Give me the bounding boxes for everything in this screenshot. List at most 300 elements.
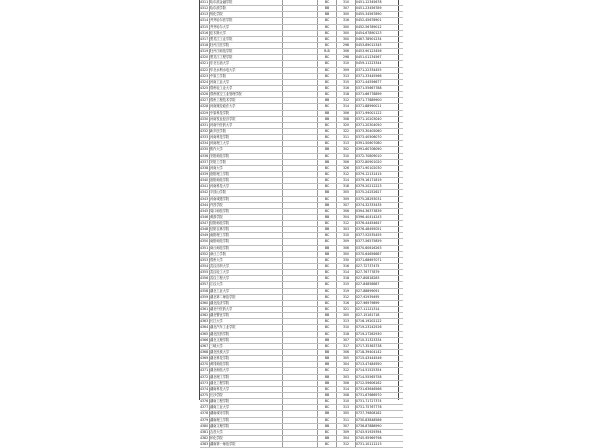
school-name-cell: 河南理工大学	[210, 141, 283, 147]
phone-cell: 0391-50607080	[356, 141, 404, 147]
school-name-cell: 商丘工学院	[210, 251, 283, 257]
phone-cell: 0376-48495051	[356, 227, 404, 233]
school-code-cell: 4315	[200, 24, 209, 29]
batch-cell: BB	[318, 190, 337, 196]
score-cell: 309	[337, 429, 356, 435]
school-name-cell: 郑州航空工业管理学院	[210, 92, 283, 98]
school-name-cell: 湖南理工学院	[210, 417, 283, 423]
batch-cell: BC	[318, 319, 337, 325]
school-code-cell: 4342	[200, 190, 209, 195]
score-cell: 321	[337, 307, 356, 313]
batch-cell: BC	[318, 221, 337, 227]
school-name-cell: 河南财经政法大学	[210, 104, 283, 110]
batch-cell: BC	[318, 184, 337, 190]
school-code-cell: 4347	[200, 221, 209, 226]
phone-cell: 0371-20304050	[356, 122, 404, 128]
score-cell: 302	[337, 147, 356, 153]
school-code-cell: 4362	[200, 313, 209, 318]
score-cell: 309	[337, 239, 356, 245]
phone-cell: 0714-51525354	[356, 368, 404, 374]
phone-cell: 0731-10111213	[356, 442, 404, 448]
batch-cell: BB	[318, 12, 337, 18]
score-cell: 304	[337, 435, 356, 441]
phone-cell: 0452-45678901	[356, 18, 404, 24]
batch-cell: BB	[318, 411, 337, 417]
phone-cell: 0371-10203040	[356, 116, 404, 122]
school-code-cell: 4341	[200, 184, 209, 189]
batch-cell: BC	[318, 270, 337, 276]
school-name-cell: 湖南城市学院	[210, 411, 283, 417]
batch-cell: BB	[318, 337, 337, 343]
batch-cell: BC	[318, 67, 337, 73]
school-code-cell: 4340	[200, 178, 209, 183]
phone-cell: 0372-80901020	[356, 159, 404, 165]
phone-cell: 0745-95969798	[356, 435, 404, 441]
school-name-cell: 齐齐哈尔医学院	[210, 18, 283, 24]
school-name-cell: 江汉大学	[210, 282, 283, 288]
score-cell: 306	[337, 350, 356, 356]
phone-cell: 0453-90123456	[356, 49, 404, 55]
score-cell: 314	[337, 386, 356, 392]
batch-cell: BC	[318, 18, 337, 24]
school-name-cell: 怀化学院	[210, 435, 283, 441]
school-code-cell: 4368	[200, 350, 209, 355]
phone-cell: 0453-89012345	[356, 42, 404, 48]
score-cell: 312	[337, 294, 356, 300]
school-name-cell: 平顶山学院	[210, 190, 283, 196]
school-code-cell: 4317	[200, 36, 209, 41]
score-cell: 315	[337, 282, 356, 288]
phone-cell: 0370-64656667	[356, 251, 404, 257]
score-cell: 313	[337, 141, 356, 147]
phone-cell: 0371-66778899	[356, 92, 404, 98]
score-cell: 308	[337, 393, 356, 399]
school-code-cell: 4356	[200, 276, 209, 281]
school-code-cell: 4351	[200, 245, 209, 250]
batch-cell: BB	[318, 313, 337, 319]
score-cell: 316	[337, 264, 356, 270]
score-cell: 312	[337, 368, 356, 374]
school-name-cell: 佳木斯大学	[210, 30, 283, 36]
school-code-cell: 4312	[200, 6, 209, 11]
batch-cell: BC	[318, 79, 337, 85]
batch-cell: BB	[318, 147, 337, 153]
batch-cell: BC	[318, 0, 337, 6]
school-code-cell: 4324	[200, 79, 209, 84]
score-cell: 305	[337, 190, 356, 196]
blank-cell	[283, 442, 318, 448]
school-name-cell: 东北石油大学	[210, 61, 283, 67]
batch-cell: BB	[318, 356, 337, 362]
batch-cell: BC	[318, 178, 337, 184]
school-code-cell: 4369	[200, 356, 209, 361]
school-code-cell: 4348	[200, 227, 209, 232]
school-name-cell: 南阳师范学院	[210, 239, 283, 245]
phone-cell: 027-80818283	[356, 276, 404, 282]
school-code-cell: 4326	[200, 92, 209, 97]
school-name-cell: 信阳农林学院	[210, 227, 283, 233]
score-cell: 313	[337, 73, 356, 79]
school-name-cell: 洛阳理工学院	[210, 171, 283, 177]
phone-cell: 0373-30405060	[356, 128, 404, 134]
phone-cell: 0717-35363738	[356, 343, 404, 349]
batch-cell: BC	[318, 208, 337, 214]
batch-cell: BB	[318, 362, 337, 368]
score-cell: 300	[337, 24, 356, 30]
school-code-cell: 4335	[200, 147, 209, 152]
school-code-cell: 4353	[200, 257, 209, 262]
school-name-cell: 湖北第二师范学院	[210, 294, 283, 300]
school-code-cell: 4373	[200, 380, 209, 385]
school-name-cell: 河南牧业经济学院	[210, 116, 283, 122]
score-cell: 322	[337, 128, 356, 134]
school-code-cell: 4350	[200, 239, 209, 244]
score-cell: 310	[337, 61, 356, 67]
school-code-cell: 4354	[200, 264, 209, 269]
batch-cell: BC	[318, 92, 337, 98]
phone-cell: 0379-20212223	[356, 184, 404, 190]
score-cell: 300	[337, 30, 356, 36]
school-name-cell: 湖北经济学院	[210, 300, 283, 306]
phone-cell: 0391-60708090	[356, 147, 404, 153]
school-name-cell: 湖南文理学院	[210, 423, 283, 429]
phone-cell: 0731-63646566	[356, 386, 404, 392]
school-name-cell: 长江大学	[210, 319, 283, 325]
phone-cell: 027-88899091	[356, 288, 404, 294]
school-code-cell: 4311	[200, 0, 209, 4]
score-cell: 313	[337, 319, 356, 325]
batch-cell: BB	[318, 435, 337, 441]
school-code-cell: 4352	[200, 251, 209, 256]
batch-cell: BC	[318, 386, 337, 392]
batch-cell: BC	[318, 55, 337, 61]
phone-cell: 0370-60616263	[356, 245, 404, 251]
batch-cell: BB	[318, 393, 337, 399]
batch-cell: BC	[318, 233, 337, 239]
school-code-cell: 4376	[200, 399, 209, 404]
batch-cell: BC	[318, 196, 337, 202]
school-name-cell: 河南科技大学	[210, 184, 283, 190]
score-cell: 303	[337, 227, 356, 233]
batch-cell: BC	[318, 307, 337, 313]
score-cell: 314	[337, 104, 356, 110]
school-code-cell: 4380	[200, 423, 209, 428]
phone-cell: 0713-47484950	[356, 362, 404, 368]
score-cell: 310	[337, 0, 356, 6]
batch-cell: BC	[318, 325, 337, 331]
school-name-cell: 哈尔滨学院	[210, 6, 283, 12]
score-cell: 317	[337, 343, 356, 349]
score-cell: 318	[337, 331, 356, 337]
score-cell: 305	[337, 411, 356, 417]
phone-cell: 027-96979899	[356, 300, 404, 306]
score-cell: 316	[337, 18, 356, 24]
school-name-cell: 湖北汽车工业学院	[210, 325, 283, 331]
batch-cell: BC	[318, 61, 337, 67]
score-cell: 311	[337, 417, 356, 423]
batch-cell: BC	[318, 153, 337, 159]
school-code-cell: 4355	[200, 270, 209, 275]
phone-cell: 0719-27282930	[356, 331, 404, 337]
score-cell: 305	[337, 313, 356, 319]
school-code-cell: 4323	[200, 73, 209, 78]
score-cell: 305	[337, 356, 356, 362]
batch-cell: BB	[318, 159, 337, 165]
school-name-cell: 河南科技学院	[210, 135, 283, 141]
school-code-cell: 4334	[200, 141, 209, 146]
score-cell: 318	[337, 276, 356, 282]
score-cell: 310	[337, 399, 356, 405]
batch-cell: BB	[318, 6, 337, 12]
batch-cell: BC	[318, 331, 337, 337]
phone-cell: 0451-01234567	[356, 55, 404, 61]
school-code-cell: 4333	[200, 135, 209, 140]
school-code-cell: 4357	[200, 282, 209, 287]
phone-cell: 0371-33445566	[356, 73, 404, 79]
batch-cell: BB	[318, 110, 337, 116]
school-name-cell: 河南城建学院	[210, 196, 283, 202]
phone-cell: 0719-23242526	[356, 325, 404, 331]
batch-cell: B-B	[318, 49, 337, 55]
phone-cell: 0714-55565758	[356, 374, 404, 380]
batch-cell: BB	[318, 214, 337, 220]
score-cell: 306	[337, 49, 356, 55]
phone-cell: 0371-99001122	[356, 110, 404, 116]
phone-cell: 027-92939495	[356, 294, 404, 300]
batch-cell: BC	[318, 171, 337, 177]
score-cell: 306	[337, 208, 356, 214]
score-cell: 306	[337, 110, 356, 116]
score-cell: 315	[337, 79, 356, 85]
school-name-cell: 湖北工业大学	[210, 288, 283, 294]
batch-cell: BB	[318, 98, 337, 104]
school-code-cell: 4383	[200, 442, 209, 447]
score-cell: 308	[337, 116, 356, 122]
phone-cell: 0374-32333435	[356, 202, 404, 208]
phone-cell: 0375-28293031	[356, 196, 404, 202]
school-name-cell: 湖北警官学院	[210, 313, 283, 319]
school-code-cell: 4366	[200, 337, 209, 342]
phone-cell: 0730-83848586	[356, 417, 404, 423]
school-code-cell: 4359	[200, 294, 209, 299]
school-name-cell: 河南大学	[210, 165, 283, 171]
school-code-cell: 4328	[200, 104, 209, 109]
batch-cell: BB	[318, 116, 337, 122]
phone-cell: 027-72737475	[356, 264, 404, 270]
school-name-cell: 湖北师范大学	[210, 368, 283, 374]
score-cell: 313	[337, 405, 356, 411]
school-name-cell: 周口师范学院	[210, 208, 283, 214]
score-cell: 316	[337, 300, 356, 306]
school-code-cell: 4365	[200, 331, 209, 336]
score-table-body	[200, 0, 403, 448]
school-name-cell: 牡丹江医学院	[210, 42, 283, 48]
school-code-cell: 4382	[200, 435, 209, 440]
phone-cell: 0716-19202122	[356, 319, 404, 325]
phone-cell: 0718-39404142	[356, 350, 404, 356]
batch-cell: BC	[318, 282, 337, 288]
batch-cell: BC	[318, 165, 337, 171]
score-cell: 300	[337, 36, 356, 42]
school-code-cell: 4346	[200, 214, 209, 219]
score-cell: 310	[337, 233, 356, 239]
phone-cell: 0737-79808182	[356, 411, 404, 417]
school-code-cell: 4336	[200, 153, 209, 158]
batch-cell: BB	[318, 350, 337, 356]
school-code-cell: 4339	[200, 171, 209, 176]
phone-cell: 0394-36373839	[356, 208, 404, 214]
score-cell: 306	[337, 380, 356, 386]
school-code-cell: 4374	[200, 386, 209, 391]
batch-cell: BC	[318, 85, 337, 91]
school-code-cell: 4331	[200, 122, 209, 127]
school-code-cell: 4332	[200, 128, 209, 133]
score-cell: 318	[337, 92, 356, 98]
school-code-cell: 4361	[200, 307, 209, 312]
phone-cell: 0371-68697071	[356, 257, 404, 263]
phone-cell: 027-15161718	[356, 313, 404, 319]
score-cell: 306	[337, 159, 356, 165]
school-code-cell: 4375	[200, 393, 209, 397]
school-code-cell: 4320	[200, 55, 209, 60]
batch-cell: BC	[318, 417, 337, 423]
school-name-cell: 长沙学院	[210, 393, 283, 399]
batch-cell: BB	[318, 227, 337, 233]
school-code-cell: 4316	[200, 30, 209, 35]
school-code-cell: 4343	[200, 196, 209, 201]
phone-cell: 0731-71727374	[356, 399, 404, 405]
school-code-cell: 4360	[200, 300, 209, 305]
phone-cell: 027-11121314	[356, 307, 404, 313]
score-cell: 330	[337, 257, 356, 263]
score-cell: 320	[337, 122, 356, 128]
score-table	[200, 0, 403, 448]
score-cell: 298	[337, 55, 356, 61]
school-code-cell: 4318	[200, 42, 209, 47]
score-cell: 309	[337, 67, 356, 73]
score-cell: 310	[337, 325, 356, 331]
school-name-cell: 湖南科技大学	[210, 386, 283, 392]
score-cell: 307	[337, 202, 356, 208]
score-cell: 318	[337, 184, 356, 190]
school-name-cell: 牡丹江师范学院	[210, 49, 283, 55]
school-code-cell: 4313	[200, 12, 209, 17]
school-name-cell: 武汉轻工大学	[210, 270, 283, 276]
score-cell: 304	[337, 362, 356, 368]
school-name-cell: 湖南工程学院	[210, 399, 283, 405]
school-name-cell: 绥化学院	[210, 12, 283, 18]
school-name-cell: 哈尔滨金融学院	[210, 0, 283, 6]
school-name-cell: 湖北理工学院	[210, 374, 283, 380]
phone-cell: 027-84858687	[356, 282, 404, 288]
phone-cell: 0731-67686970	[356, 393, 404, 399]
phone-cell: 0715-43444546	[356, 356, 404, 362]
score-cell: 307	[337, 423, 356, 429]
school-code-cell: 4319	[200, 49, 209, 54]
school-name-cell: 吉首大学	[210, 429, 283, 435]
phone-cell: 0373-40506070	[356, 135, 404, 141]
school-code-cell: 4344	[200, 202, 209, 207]
school-code-cell: 4364	[200, 325, 209, 330]
score-cell: 306	[337, 245, 356, 251]
batch-cell: BC	[318, 442, 337, 448]
batch-cell: BC	[318, 343, 337, 349]
score-cell: 319	[337, 288, 356, 294]
phone-cell: 0459-11223344	[356, 61, 404, 67]
score-cell: 304	[337, 214, 356, 220]
phone-cell: 0743-91929394	[356, 429, 404, 435]
score-cell: 314	[337, 270, 356, 276]
batch-cell: BC	[318, 73, 337, 79]
school-code-cell: 4337	[200, 159, 209, 164]
batch-cell: BC	[318, 276, 337, 282]
score-cell: 300	[337, 12, 356, 18]
school-name-cell: 湖北文理学院	[210, 337, 283, 343]
school-code-cell: 4381	[200, 429, 209, 434]
school-name-cell: 黄淮学院	[210, 214, 283, 220]
school-code-cell: 4345	[200, 208, 209, 213]
batch-cell: BC	[318, 239, 337, 245]
school-name-cell: 洛阳师范学院	[210, 178, 283, 184]
phone-cell: 0379-16171819	[356, 178, 404, 184]
phone-cell: 0379-12131415	[356, 171, 404, 177]
school-name-cell: 湖北工程学院	[210, 380, 283, 386]
school-code-cell: 4327	[200, 98, 209, 103]
phone-cell: 0451-12345678	[356, 0, 404, 6]
phone-cell: 0372-70809010	[356, 153, 404, 159]
school-name-cell: 湖北科技学院	[210, 356, 283, 362]
batch-cell: BC	[318, 30, 337, 36]
batch-cell: BC	[318, 257, 337, 263]
school-name-cell: 中原科技学院	[210, 110, 283, 116]
phone-cell: 0736-87888990	[356, 423, 404, 429]
school-code-cell: 4338	[200, 165, 209, 170]
phone-cell: 0371-88990011	[356, 104, 404, 110]
batch-cell: BB	[318, 380, 337, 386]
school-name-cell: 三峡大学	[210, 343, 283, 349]
phone-cell: 0377-56575859	[356, 239, 404, 245]
phone-cell: 0455-34567890	[356, 12, 404, 18]
school-name-cell: 新乡医学院	[210, 128, 283, 134]
school-code-cell: 4349	[200, 233, 209, 238]
school-name-cell: 郑州工程技术学院	[210, 98, 283, 104]
school-name-cell: 湖北中医药大学	[210, 307, 283, 313]
phone-cell: 0396-40414243	[356, 214, 404, 220]
school-name-cell: 齐齐哈尔大学	[210, 24, 283, 30]
phone-cell: 0371-77889900	[356, 98, 404, 104]
phone-cell: 0375-24252627	[356, 190, 404, 196]
batch-cell: BB	[318, 374, 337, 380]
batch-cell: BC	[318, 294, 337, 300]
batch-cell: BC	[318, 300, 337, 306]
batch-cell: BC	[318, 399, 337, 405]
school-code-cell: 4330	[200, 116, 209, 121]
phone-cell: 0451-23456789	[356, 6, 404, 12]
score-cell: 298	[337, 42, 356, 48]
school-name-cell: 湖北民族大学	[210, 350, 283, 356]
school-code-cell: 4379	[200, 417, 209, 422]
school-name-cell: 焦作大学	[210, 147, 283, 153]
phone-cell: 0371-55667788	[356, 85, 404, 91]
score-cell: 312	[337, 98, 356, 104]
school-name-cell: 南阳理工学院	[210, 233, 283, 239]
batch-cell: BB	[318, 251, 337, 257]
school-name-cell: 信阳师范学院	[210, 221, 283, 227]
school-name-cell: 河南中医药大学	[210, 122, 283, 128]
batch-cell: BC	[318, 288, 337, 294]
school-name-cell: 黑龙江工业学院	[210, 36, 283, 42]
school-code-cell: 4325	[200, 85, 209, 90]
